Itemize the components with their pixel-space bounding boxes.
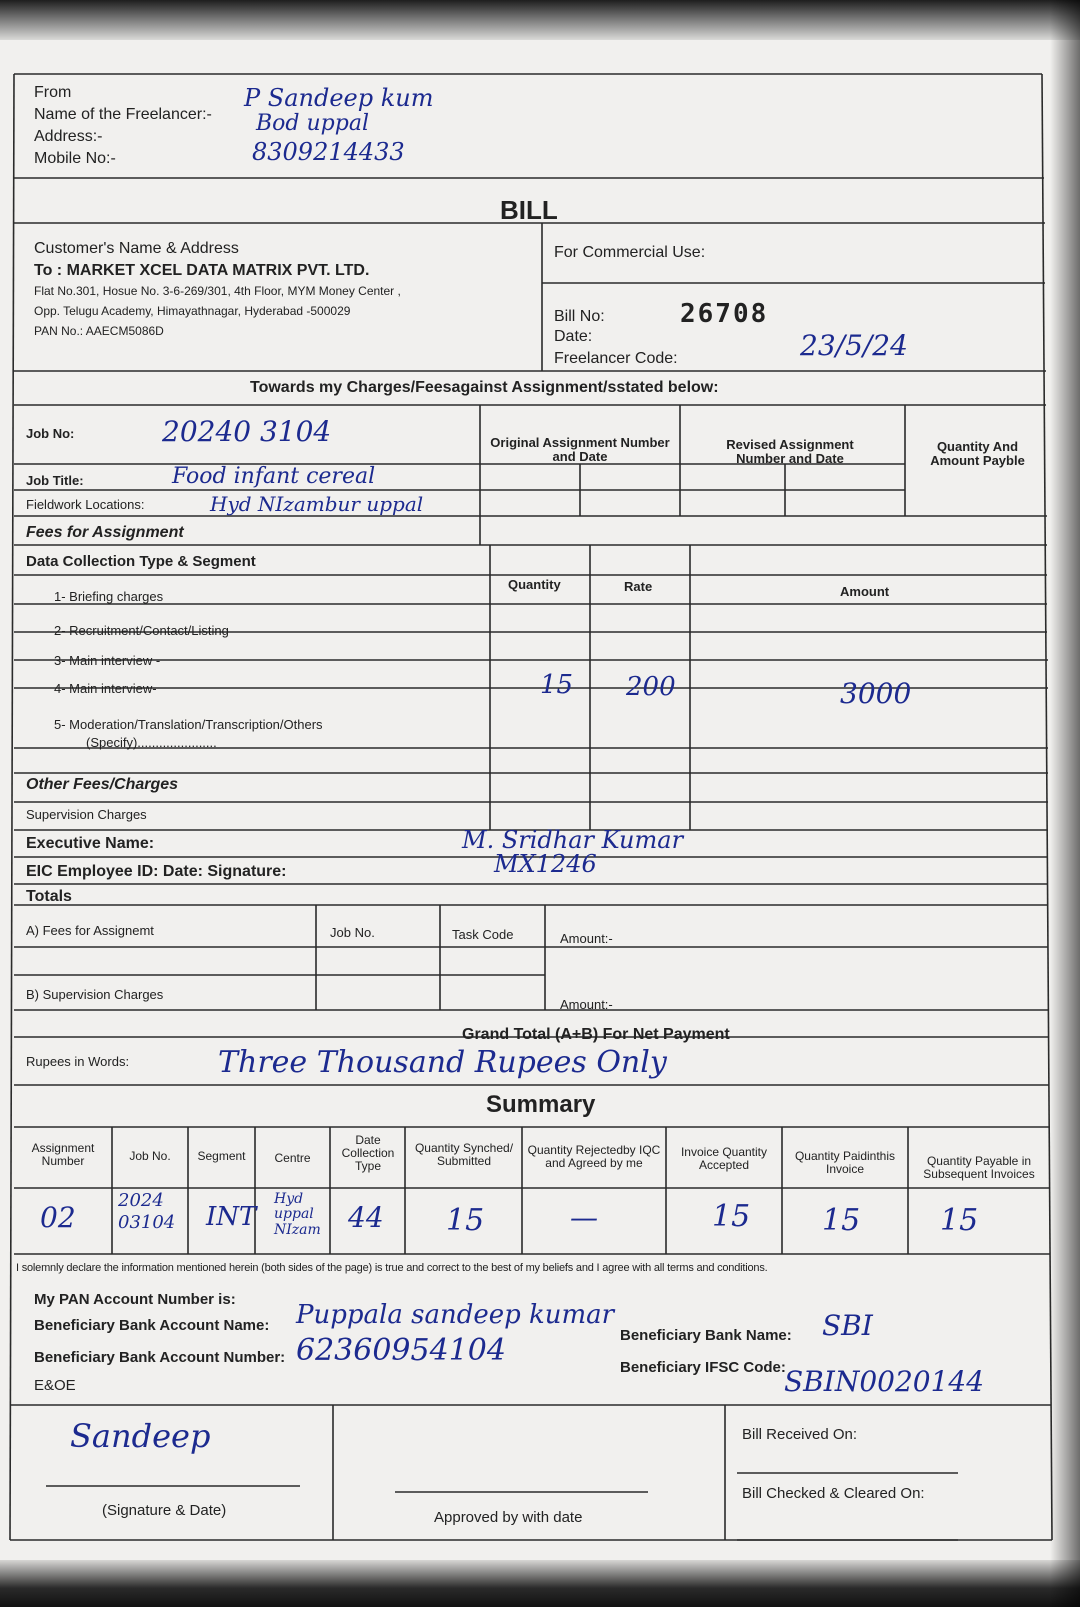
original-assignment-header: Original Assignment Number and Date	[490, 435, 670, 465]
summary-header-date-collection: Date Collection Type	[341, 1133, 395, 1174]
job-no-label: Job No:	[26, 426, 75, 441]
customer-address-line2: Opp. Telugu Academy, Himayathnagar, Hyderabad -500029	[34, 304, 351, 318]
summary-header-segment: Segment	[197, 1149, 246, 1163]
summary-header-quantity-paid: Quantity Paidinthis Invoice	[794, 1149, 896, 1177]
summary-header-invoice-quantity: Invoice Quantity Accepted	[680, 1145, 768, 1173]
summary-assignment-number: 02	[40, 1201, 76, 1234]
supervision-total-label: B) Supervision Charges	[26, 987, 164, 1002]
fee-item-quantity: 15	[540, 670, 574, 700]
summary-quantity-payable: 15	[940, 1203, 979, 1238]
rate-header: Rate	[624, 579, 653, 594]
fees-section-title: Fees for Assignment	[26, 524, 184, 541]
date-label: Date:	[554, 328, 593, 345]
bank-account-number-label: Beneficiary Bank Account Number:	[34, 1349, 286, 1366]
address-label: Address:-	[34, 128, 103, 145]
job-no-value: 20240 3104	[162, 415, 332, 448]
fee-item-label: 2- Recruitment/Contact/Listing	[54, 623, 229, 638]
signature-date-label: (Signature & Date)	[102, 1502, 227, 1519]
rupees-in-words-value: Three Thousand Rupees Only	[218, 1045, 667, 1080]
address-value: Bod uppal	[256, 111, 369, 136]
signature-value: Sandeep	[70, 1417, 211, 1455]
summary-header-quantity-synched: Quantity Synched/ Submitted	[414, 1141, 514, 1169]
grand-total-label: Grand Total (A+B) For Net Payment	[462, 1026, 730, 1043]
bill-no-value: 26708	[680, 299, 769, 329]
towards-heading: Towards my Charges/Feesagainst Assignment/sstated below:	[250, 379, 719, 396]
summary-quantity-rejected: —	[570, 1201, 598, 1234]
fieldwork-value: Hyd NIzambur uppal	[210, 492, 424, 516]
other-fees-title: Other Fees/Charges	[26, 776, 179, 793]
summary-header-quantity-rejected: Quantity Rejectedby IQC and Agreed by me	[527, 1143, 661, 1171]
summary-date-collection: 44	[348, 1201, 384, 1234]
fees-for-assignment-label: A) Fees for Assignemt	[26, 923, 154, 938]
bill-title: BILL	[500, 195, 558, 225]
eoe-label: E&OE	[34, 1377, 76, 1394]
fee-item-rate: 200	[626, 672, 676, 702]
totals-title: Totals	[26, 888, 72, 905]
revised-assignment-header: Revised Assignment Number and Date	[726, 437, 854, 467]
summary-quantity-synched: 15	[446, 1203, 485, 1238]
amount-a-label: Amount:-	[560, 931, 613, 946]
bank-account-name-value: Puppala sandeep kumar	[296, 1300, 615, 1330]
executive-name-value: M. Sridhar Kumar	[462, 826, 684, 854]
customer-address-line1: Flat No.301, Hosue No. 3-6-269/301, 4th Floor, MYM Money Center ,	[34, 284, 401, 298]
bank-name-label: Beneficiary Bank Name:	[620, 1327, 792, 1344]
photo-shadow-right	[1050, 0, 1080, 1607]
bank-account-number-value: 62360954104	[296, 1333, 506, 1368]
amount-header: Amount	[840, 584, 890, 599]
customer-to-line: To : MARKET XCEL DATA MATRIX PVT. LTD.	[34, 262, 370, 279]
summary-quantity-paid: 15	[822, 1203, 861, 1238]
summary-title: Summary	[486, 1091, 596, 1118]
fee-item-label: 3- Main interview -	[54, 653, 161, 668]
fee-item-label: 5- Moderation/Translation/Transcription/Others	[54, 717, 323, 732]
eic-employee-value: MX1246	[494, 850, 597, 878]
date-value: 23/5/24	[800, 329, 908, 362]
bank-name-value: SBI	[822, 1309, 873, 1342]
freelancer-name-value: P Sandeep kum	[244, 84, 434, 112]
freelancer-name-label: Name of the Freelancer:-	[34, 106, 212, 123]
fieldwork-label: Fieldwork Locations:	[26, 497, 145, 512]
bill-received-label: Bill Received On:	[742, 1426, 858, 1443]
fee-item-label: 1- Briefing charges	[54, 589, 164, 604]
commercial-use-label: For Commercial Use:	[554, 244, 706, 261]
customer-label: Customer's Name & Address	[34, 240, 239, 257]
bank-account-name-label: Beneficiary Bank Account Name:	[34, 1317, 270, 1334]
ifsc-label: Beneficiary IFSC Code:	[620, 1359, 786, 1376]
summary-centre: Hyd uppal NIzam	[274, 1191, 321, 1238]
rupees-in-words-label: Rupees in Words:	[26, 1054, 130, 1069]
summary-invoice-quantity: 15	[712, 1199, 751, 1234]
summary-header-assignment-number: Assignment Number	[31, 1141, 95, 1169]
mobile-label: Mobile No:-	[34, 150, 116, 167]
amount-b-label: Amount:-	[560, 997, 613, 1012]
freelancer-code-label: Freelancer Code:	[554, 350, 678, 367]
totals-job-no-header: Job No.	[330, 925, 375, 940]
type-header: Data Collection Type & Segment	[26, 553, 256, 570]
fee-item-label-specify: (Specify)......................	[86, 735, 217, 750]
executive-name-label: Executive Name:	[26, 835, 155, 852]
quantity-header: Quantity	[508, 577, 561, 592]
job-title-value: Food infant cereal	[172, 464, 376, 489]
bill-checked-label: Bill Checked & Cleared On:	[742, 1485, 925, 1502]
declaration-text: I solemnly declare the information mentioned herein (both sides of the page) is true and correct to the best of my beliefs and I agree with all terms and conditions.	[16, 1262, 768, 1274]
photo-shadow-bottom	[0, 1560, 1080, 1607]
job-title-label: Job Title:	[26, 473, 84, 488]
supervision-charges-label: Supervision Charges	[26, 807, 147, 822]
mobile-value: 8309214433	[252, 138, 405, 166]
customer-pan: PAN No.: AAECM5086D	[34, 324, 164, 338]
summary-header-centre: Centre	[274, 1151, 311, 1165]
summary-header-job-no: Job No.	[129, 1149, 171, 1163]
pan-account-label: My PAN Account Number is:	[34, 1291, 236, 1308]
fee-item-label: 4- Main interview-	[54, 681, 157, 696]
bill-no-label: Bill No:	[554, 308, 605, 325]
from-label: From	[34, 84, 72, 101]
summary-header-quantity-payable: Quantity Payable in Subsequent Invoices	[923, 1154, 1035, 1182]
fee-item-amount: 3000	[840, 677, 912, 710]
quantity-amount-header: Quantity And Amount Payble	[930, 439, 1025, 469]
summary-job-no: 2024 03104	[118, 1190, 176, 1233]
eic-employee-label: EIC Employee ID: Date: Signature:	[26, 863, 287, 880]
approved-by-label: Approved by with date	[434, 1509, 583, 1526]
task-code-header: Task Code	[452, 927, 514, 942]
ifsc-value: SBIN0020144	[784, 1365, 985, 1398]
photo-shadow-top	[0, 0, 1080, 40]
summary-segment: INT	[206, 1202, 257, 1232]
